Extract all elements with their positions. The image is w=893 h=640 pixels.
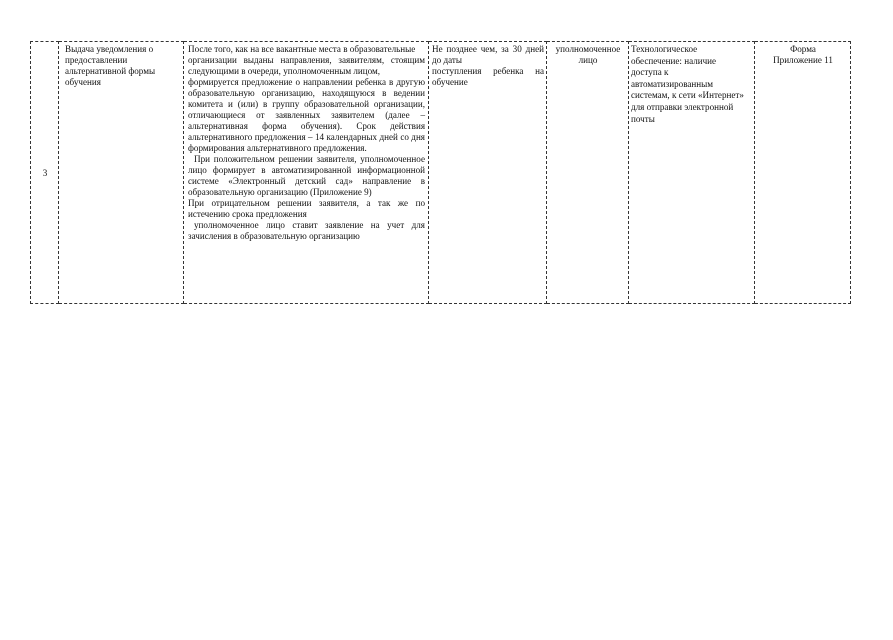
form-label: Форма — [790, 44, 816, 54]
service-name: Выдача уведомления о предоставлении альтернативной формы обучения — [59, 42, 184, 304]
tech-line: автоматизированным — [631, 78, 714, 89]
description-paragraph: При отрицательном решении заявителя, а так же по истечению срока предложения — [188, 198, 425, 219]
description-paragraph: При положительном решении заявителя, уполномоченное лицо формирует в автоматизированной информационной системе «Электронный детский сад» направление в образовательную организацию (Приложение 9) — [188, 154, 425, 197]
table-row — [31, 42, 851, 304]
tech-line: почты — [631, 113, 655, 124]
tech-line: для отправки электронной — [631, 101, 734, 112]
deadline-line: Не позднее чем, за 30 дней до даты — [432, 44, 544, 65]
tech-line: Технологическое — [631, 44, 698, 54]
responsible-cell: уполномоченное лицо — [547, 42, 629, 304]
tech-line: системам, к сети «Интернет» — [631, 90, 744, 101]
tech-support-cell — [629, 42, 755, 304]
form-appendix: Приложение 11 — [773, 55, 833, 65]
deadline-cell — [429, 42, 547, 304]
description-paragraph: После того, как на все вакантные места в образовательные — [188, 44, 416, 54]
procedure-description — [184, 42, 429, 304]
tech-line: доступа к — [631, 67, 669, 78]
tech-line: обеспечение: наличие — [631, 55, 717, 66]
deadline-line: поступления ребенка на обучение — [432, 66, 544, 87]
row-number: 3 — [31, 42, 59, 304]
description-paragraph: формируется предложение о направлении ребенка в другую образовательную организацию, находящуюся в ведении комитета и (или) в группу образовательной организации, отличающиеся от заявленных заявителем (далее – альтернативная форма обучения). Срок действия альтернативного предложения – 14 календарных дней со дня формирования альтернативного предложения. — [188, 77, 425, 153]
form-cell — [755, 42, 851, 304]
description-paragraph: организации выданы направления, заявителям, стоящим следующими в очереди, уполномоченным лицом, — [188, 55, 425, 76]
description-paragraph: уполномоченное лицо ставит заявление на учет для зачисления в образовательную организацию — [188, 220, 425, 241]
procedure-table — [30, 41, 851, 304]
